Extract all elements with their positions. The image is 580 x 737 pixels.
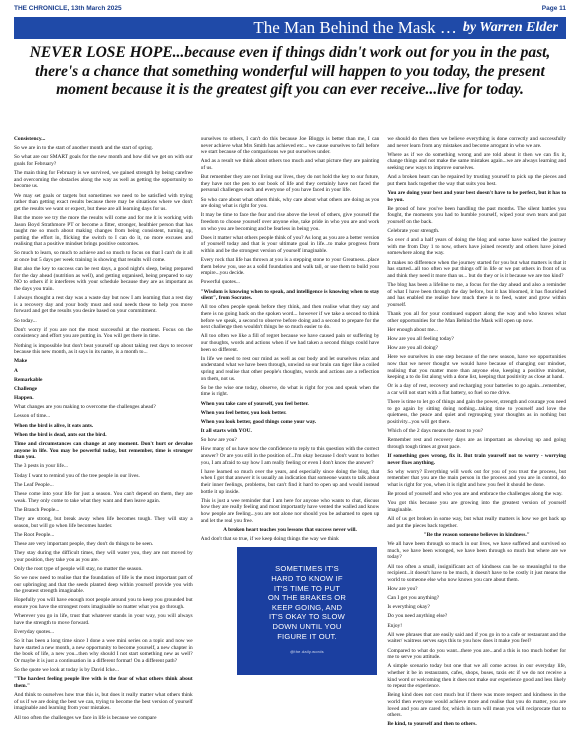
paragraph: Challenge [14, 385, 38, 392]
paragraph: So what are our SMART goals for the new month and how did we get on with our goals for February? [14, 154, 193, 167]
paragraph: When you feel better, you look better. [200, 409, 287, 416]
paragraph: So be the wise one today, observe, do what is right for you and speak when the time is right. [200, 384, 380, 398]
paragraph: Compared to what do you want...there you are...and a this is too much bother for me to serve you attitude. [387, 647, 567, 661]
quote-line: HARD TO KNOW IF [271, 573, 343, 583]
paragraph: "Wisdom is knowing when to speak, and intelligence is knowing when to stay silent", from Socrates. [200, 288, 380, 302]
paragraph: Is everything okay? [387, 604, 430, 611]
paragraph: Today I want to remind you of the tree people in our lives. [14, 472, 140, 479]
paragraph: So over 4 and a half years of doing the blog and some have walked the journey with me from Day 1 to now, others have joined recently and others have joined somewhere along the way. [387, 237, 567, 257]
paragraph: So we are in to the start of another month and the start of spring. [14, 145, 154, 152]
paragraph: Being kind does not cost much but if there was more respect and kindness in the world then everyone would achieve more and realise that you do matter, you are loved and you are cared for, which in turn will mean you will reciprocate that to others. [387, 692, 567, 719]
paragraph: "Be the reason someone believes in kindness." [423, 531, 530, 538]
paragraph: Does it matter what others people think of you? As long as you are a better version of yourself today and that is your ultimate goal in life...to make progress from within and be the strongest version of yourself imaginable. [200, 234, 380, 254]
quote-line: IT'S OKAY TO SLOW [268, 612, 346, 622]
paragraph: Be proud of yourself and who you are and embrace the challenges along the way. [387, 491, 563, 498]
paragraph: Here we ourselves in one step because of the new season, have we opportunities now that we never thought we would have because of changing our mindset, realising that you matter more than anyone else, keeping a positive mindset, keeping a to do list along with a done list, keeping that positivity as close at hand. [387, 354, 567, 381]
paragraph: ourselves to others, I can't do this because Joe Bloggs is better than me, I can never achieve what Mrs Smith has achieved etc... we cause ourselves to fall before we start because of the comparisons we put ourselves under. [200, 136, 380, 156]
paragraph: Remember rest and recovery days are as important as showing up and going through tough times at great pace. [387, 437, 567, 450]
quote-line: ON THE BRAKES OR [267, 593, 347, 603]
quote-line: SOMETIMES IT'S [275, 564, 339, 574]
paragraph: Wherever you go in life, trust that whatever stands in your way, you will always have the strength to move forward. [14, 613, 193, 626]
paragraph: So who care about what others think, why care about what others are doing as you are doing what is right for you. [200, 196, 380, 210]
paragraph: Time and circumstances can change at any moment. Don't hurt or devalue anyone in life. You may be powerful today, but remember, time is stronger than you. [14, 441, 193, 461]
paragraph: Nothing is impossible but don't beat yourself up about taking rest days to recover because this new month, as it says in its name, is a month to... [14, 342, 193, 356]
paragraph: Every rock that life has thrown at you is a stepping stone to your Greatness...place them below you, use as a solid foundation and walk tall, or use them to build your empire...you decide. [200, 257, 380, 277]
paragraph: Only the root type of people will stay, no matter the season. [14, 565, 143, 572]
paragraph: In life we need to rest our mind as well as our body and let ourselves relax and understand what we have been through, unwind so our brain can tiger like a coiled spring and realise that other people's thoughts, words and actions are a reflection on them, not us. [200, 355, 380, 382]
paragraph: What changes are you making to overcome the challenges ahead? [14, 404, 156, 411]
paragraph: Powerful quotes... [200, 279, 240, 286]
paragraph: So why worry? Everything will work out for you of you trust the process, but remember that you are the main person in the process and you are in control, do what is right for you, when it is right and how you feel it should be done. [387, 468, 567, 488]
page-number: Page 11 [541, 5, 566, 12]
quote-line: KEEP GOING, AND [271, 602, 343, 612]
paragraph: When you take care of yourself, you feel better. [200, 400, 309, 407]
paragraph: Her enough about me... [387, 326, 438, 333]
publication-date: THE CHRONICLE, 13th March 2025 [14, 5, 122, 12]
paragraph: All too often a small, insignificant act of kindness can be so meaningful to the recipient...it doesn't have to be much, it doesn't have to be costly it just means the world to someone else who now knows you care about them. [387, 563, 567, 583]
paragraph: Or is a day of rest, recovery and recharging your batteries to go again...remember, a car will not start with a flat battery, so fuel so me drive. [387, 383, 567, 396]
paragraph: A broken heart teaches you lessons that success never will. [223, 526, 357, 533]
paragraph: When the bird is alive, it eats ants. [14, 422, 94, 429]
article-column-3 [387, 136, 566, 729]
paragraph: You got this because you are growing into the greatest version of yourself imaginable. [387, 500, 567, 513]
paragraph: Happen. [14, 395, 34, 402]
quote-line: DOWN UNTIL YOU [272, 621, 342, 631]
paragraph: All too often the challenges we face in life is because we compare [14, 714, 157, 721]
paragraph: Everyday quotes... [14, 629, 55, 635]
paragraph: If something goes wrong, fix it. But train yourself not to worry - worrying never fixes anything. [387, 453, 567, 466]
paragraph: Which of the 2 days means the most to you? [387, 428, 484, 435]
paragraph: Can I get you anything? [387, 595, 440, 602]
paragraph: The Root People... [14, 531, 55, 538]
paragraph: When the bird is dead, ants eat the bird. [14, 431, 107, 438]
paragraph: And think to ourselves how true this is, but does it really matter what others think of us if we are doing the best we can, trying to become the best version of yourself imaginable and learning from your mistakes. [14, 692, 193, 712]
article-column-1 [14, 136, 193, 729]
paragraph: The Branch People... [14, 506, 60, 513]
paragraph: This is just a wee reminder that I am here for anyone who wants to chat, discuss how they are really feeling and most importantly have vented the walled and know how people are feeling...you are not alone nor should you be ashamed to open up and let the real you free. [200, 497, 380, 524]
paragraph: Thank you all for your continued support along the way and who knows what other opportunities for the Man Behind the Mask will open up now. [387, 311, 567, 324]
paragraph: How are you all doing? [387, 345, 438, 352]
paragraph: And a broken heart can be repaired by trusting yourself to pick up the pieces and put them back together the way that suits you best. [387, 174, 567, 187]
paragraph: Be kind, to yourself and then to others. [387, 721, 477, 728]
quote-text [268, 564, 346, 641]
paragraph: Where as if we do something wrong and are told about it then we can fix it, change things and not make the same mistakes again...we are always learning and seeking new ways to improve ourselves. [387, 151, 567, 171]
quote-box [237, 547, 378, 675]
paragraph: So the quote we look at today is by David Icke... [14, 667, 119, 674]
paragraph: And don't that so true, if we keep doing things the way we think [200, 535, 339, 542]
paragraph: All too often people speak before they think, and then realise what they say and there is no going back on the spoken word... however if we take a second to think before we speak, a second to observe before doing and a second to prepare for the next challenge then wouldn't things be so much easier to do. [200, 304, 380, 331]
paragraph: A simple scenario today but one that we all come across in our everyday life, whether it be in restaurants, cafes, shops, buses, taxis etc if we do not receive a kind word or welcoming then it does not make our experience good and less likely to repeat the experience. [387, 663, 567, 690]
paragraph: But the more we try the more the results will come and for me it is working with Jason Boyd Strathmore PT or become a fitter, stronger, healthier person that has taught me so much about making changes from being consistent, turning up, putting the effort in, flicking the switch to I can do it, no more excuses and realising that a positive mindset brings positive outcomes. [14, 214, 193, 248]
paragraph: A [14, 367, 18, 374]
paragraph: I have learned so much over the years, and especially since doing the blog, that when I got that answer it is usually an indication that someone wants to talk about their inner feelings, problems, but can't find it hard to open up and would instead bottle it up inside. [200, 468, 380, 495]
paragraph: These are very important people, they don't do things to be seen. [14, 540, 154, 547]
paragraph: Consistency... [14, 136, 46, 142]
paragraph: It all starts with YOU. [200, 428, 252, 435]
paragraph: We all have been through so much in our lives, we have suffered and survived so much, we have been wronged, we have been through so much but where are we today? [387, 541, 567, 561]
paragraph: Make [14, 358, 28, 365]
paragraph: "The hardest feeling people live with is the fear of what others think about them." [14, 676, 193, 689]
paragraph: How many of us have now the confidence to reply to this question with the correct answer? Or are you still in the position of...I'm okay because I don't want to bother you, I am afraid to say how I am really feeling or even I don't know the answer? [200, 446, 380, 466]
paragraph: It makes no difference when the journey started for you but what matters is that it has started...all too often we put things off in life or we put others in front of us and think they need it more than us... but do they or is it because we are too kind? [387, 259, 567, 279]
paragraph: The blog has been a lifeline to me, a focus for the day ahead and also a reminder of what I have been through the day before, but it has bloomed, it has flourished and has enabled me realise how much there is to feed, water and grow within yourself. [387, 282, 567, 308]
paragraph: Enjoy! [387, 622, 403, 629]
banner-title: The Man Behind the Mask … [253, 18, 457, 37]
paragraph: It may be time to face the fear and rise above the level of others, give yourself the freedom to choose yourself over anyone else, take pride in who you are and work on who you are becoming and be fearless in being you. [200, 212, 380, 232]
paragraph: We may set goals or targets but sometimes we need to be satisfied with trying rather than getting exact results because there may be situations where we don't get the results we want or expect, but these are all learning days for us. [14, 192, 193, 212]
article-column-2-text [201, 136, 380, 543]
quote-credit: @the.daily.words [290, 649, 324, 655]
paragraph: So how are you? [200, 437, 237, 444]
paragraph: Don't worry if you are not the most successful at the moment. Focus on the consistency and effort you are putting in. You will get there in time. [14, 326, 193, 340]
paragraph: The 3 pests in your life... [14, 463, 68, 470]
paragraph: Remarkable [14, 376, 43, 383]
paragraph: And as a result we think about others too much and what picture they are painting of us. [200, 158, 380, 171]
headline: NEVER LOSE HOPE...because even if things didn't work out for you in the past, there's a chance that something wonderful will happen to you today, the present moment because it is the greatest gift you can ever receive...live for today. [29, 44, 551, 98]
article-column-2 [201, 136, 380, 729]
paragraph: All of us get broken in some way, but what really matters is how we get back up and put the pieces back together. [387, 516, 567, 529]
paragraph: There is time to let go of things and gain the power, strength and courage you need to go again by sitting doing nothing...taking time to yourself and love the quietness, the peace and quiet and regrouping your thoughts as in nothing but positivity...you will get there. [387, 399, 567, 425]
paragraph: They are strong, but break away when life becomes tough. They will stay a season, but will go when life becomes harder. [14, 515, 193, 529]
paragraph: How are you? [387, 585, 418, 592]
paragraph: The main thing for February is we survived, we gained strength by being carefree and overcoming the obstacles along the way as well as getting the opportunity to become us. [14, 170, 193, 190]
paragraph: we should do then then we believe everything is done correctly and successfully and never learn from any mistakes and become arrogant in who we are. [387, 136, 567, 149]
paragraph: But also the key to success can be rest days, a good night's sleep, being prepared for the day ahead (nutrition as well), and getting organised, being prepared to say NO to others if it interferes with your schedule because they are as important as the days you train. [14, 266, 193, 293]
paragraph: They stay during the difficult times, they will water you, they are not moved by your position, they take you as you are. [14, 550, 193, 563]
paragraph: Do you need anything else? [387, 613, 448, 620]
paragraph: These come into your life for just a season. You can't depend on them, they are weak. They only come to take what they want and then leave again. [14, 490, 193, 504]
paragraph: So it has been a long time since I done a wee mini series on a topic and now we have started a new month, a new opportunity to become yourself, a new chapter in the book of life, a new you...then why should I not start something new as well? Or maybe it is just a continuation in a different format! On a different path? [14, 638, 193, 664]
paragraph: The Leaf People... [14, 481, 54, 488]
paragraph: All too often we like a fill of regret because we have caused pain or suffering by our thoughts, words and actions when if we had taken a second things could have been so different. [200, 333, 380, 353]
paragraph: So today... [14, 317, 37, 324]
paragraph: Hopefully you will have enough root people around you to keep you grounded but ensure you have the strongest roots imaginable no matter what you go through. [14, 597, 193, 611]
paragraph: When you look better, good things come your way. [200, 418, 317, 425]
paragraph: Celebrate your strength. [387, 228, 440, 235]
paragraph: All wee phrases that are easily said and if you go in to a cafe or restaurant and the waiter/ waitress serves says this to you how does it make you feel? [387, 631, 567, 645]
paragraph: How are you all feeling today? [387, 335, 454, 342]
quote-line: FIGURE IT OUT. [277, 631, 337, 641]
page-header [14, 5, 566, 17]
banner-author: by Warren Elder [462, 20, 558, 35]
paragraph: So much to learn, so much to achieve and so much to focus on that I can't do it all at once but 5 days per week training is showing that results will come. [14, 250, 193, 264]
paragraph: I always thought a rest day was a waste day but now I am learning that a rest day is a recovery day and your body must and soul needs these to help you move forward and get the results you desire based on your commitment. [14, 295, 193, 315]
quote-line: IT'S TIME TO PUT [273, 583, 341, 593]
article-columns [14, 136, 566, 729]
paragraph: You are doing your best and your best doesn't have to be perfect, but it has to be you. [387, 189, 567, 203]
column-banner [14, 17, 566, 39]
paragraph: But remember they are not living our lives, they do not hold the key to our future, they have not the pen to our book of life and they certainly have not faced the personal challenges each and everyone of you have faced in your life. [200, 174, 380, 194]
paragraph: So we now need to realise that the foundation of life is the most important part of our upbringing and that the seeds planted deep within yourself provide you with the greatest strength imaginable. [14, 575, 193, 595]
paragraph: Be proud of how you've been handling the past months. The silent battles you fought, the moments you had to humble yourself, wiped your own tears and pat yourself on the back. [387, 205, 567, 225]
paragraph: Lesson of time... [14, 413, 51, 420]
